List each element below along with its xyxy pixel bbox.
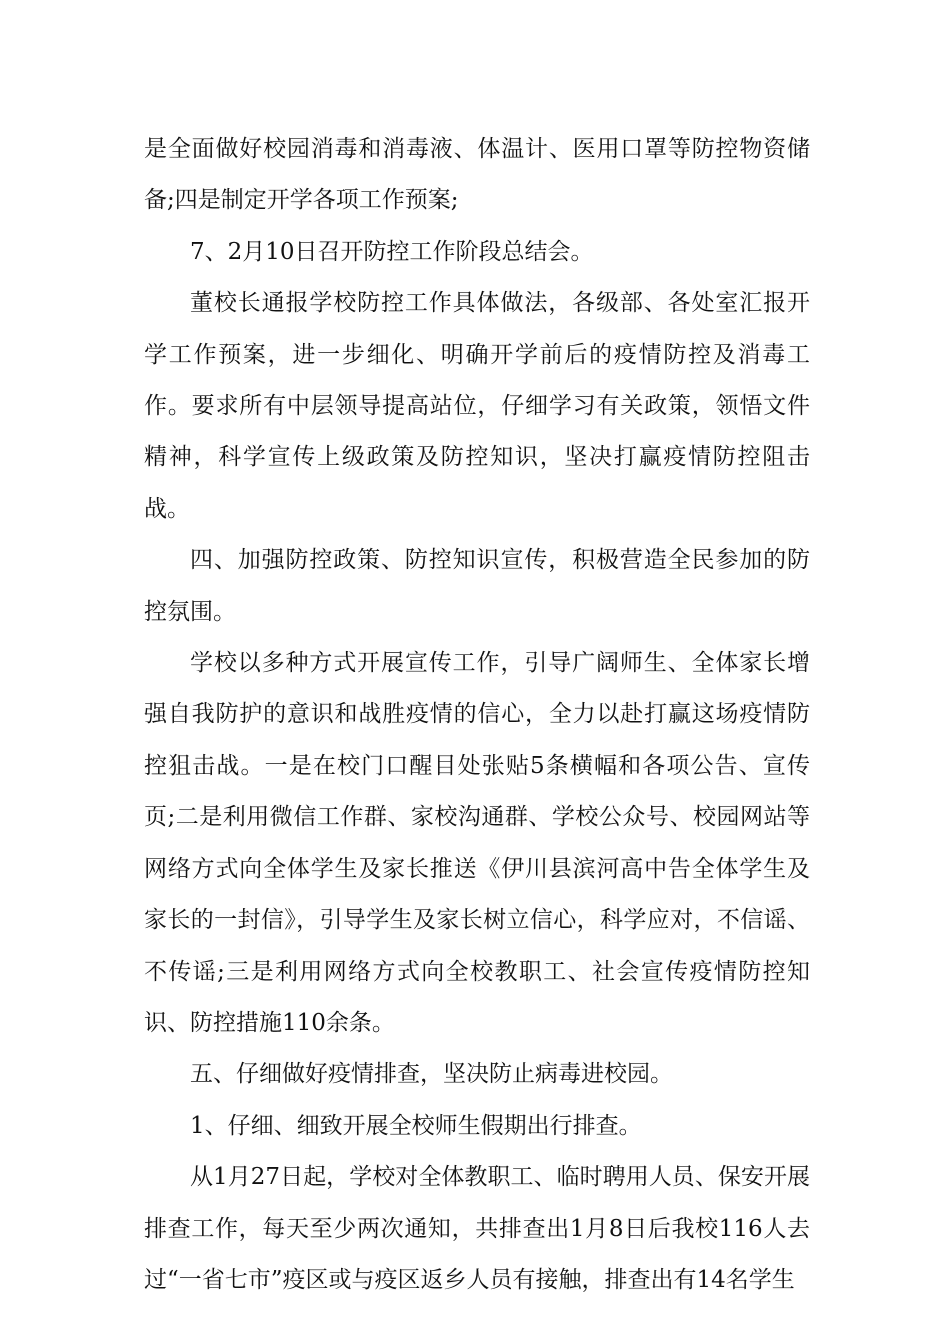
paragraph: 1、仔细、细致开展全校师生假期出行排查。 bbox=[190, 1112, 642, 1139]
paragraph: 学校以多种方式开展宣传工作，引导广阔师生、全体家长增强自我防护的意识和战胜疫情的信心，全力以赴打赢这场疫情防控狙击战。一是在校门口醒目处张贴5条横幅和各项公告、宣传页;二是利用微信工作群、家校沟通群、学校公众号、校园网站等网络方式向全体学生及家长推送《伊川县滨河高中告全体学生及家长的一封信》，引导学生及家长树立信心，科学应对，不信谣、不传谣;三是利用网络方式向全校教职工、社会宣传疫情防控知识、防控措施110余条。 bbox=[144, 650, 810, 1036]
paragraph: 五、仔细做好疫情排查，坚决防止病毒进校园。 bbox=[190, 1061, 673, 1088]
paragraph: 从1月27日起，学校对全体教职工、临时聘用人员、保安开展排查工作，每天至少两次通知，共排查出1月8日后我校116人去过“一省七市”疫区或与疫区返乡人员有接触，排查出有14名学生 bbox=[144, 1164, 810, 1293]
paragraph: 四、加强防控政策、防控知识宣传，积极营造全民参加的防控氛围。 bbox=[144, 547, 810, 625]
paragraph: 是全面做好校园消毒和消毒液、体温计、医用口罩等防控物资储备;四是制定开学各项工作预案; bbox=[144, 136, 810, 214]
paragraph: 董校长通报学校防控工作具体做法，各级部、各处室汇报开学工作预案，进一步细化、明确开学前后的疫情防控及消毒工作。要求所有中层领导提高站位，仔细学习有关政策，领悟文件精神，科学宣传上级政策及防控知识，坚决打赢疫情防控阻击战。 bbox=[144, 290, 810, 522]
paragraph: 7、2月10日召开防控工作阶段总结会。 bbox=[190, 238, 594, 265]
document-body bbox=[144, 124, 810, 1306]
